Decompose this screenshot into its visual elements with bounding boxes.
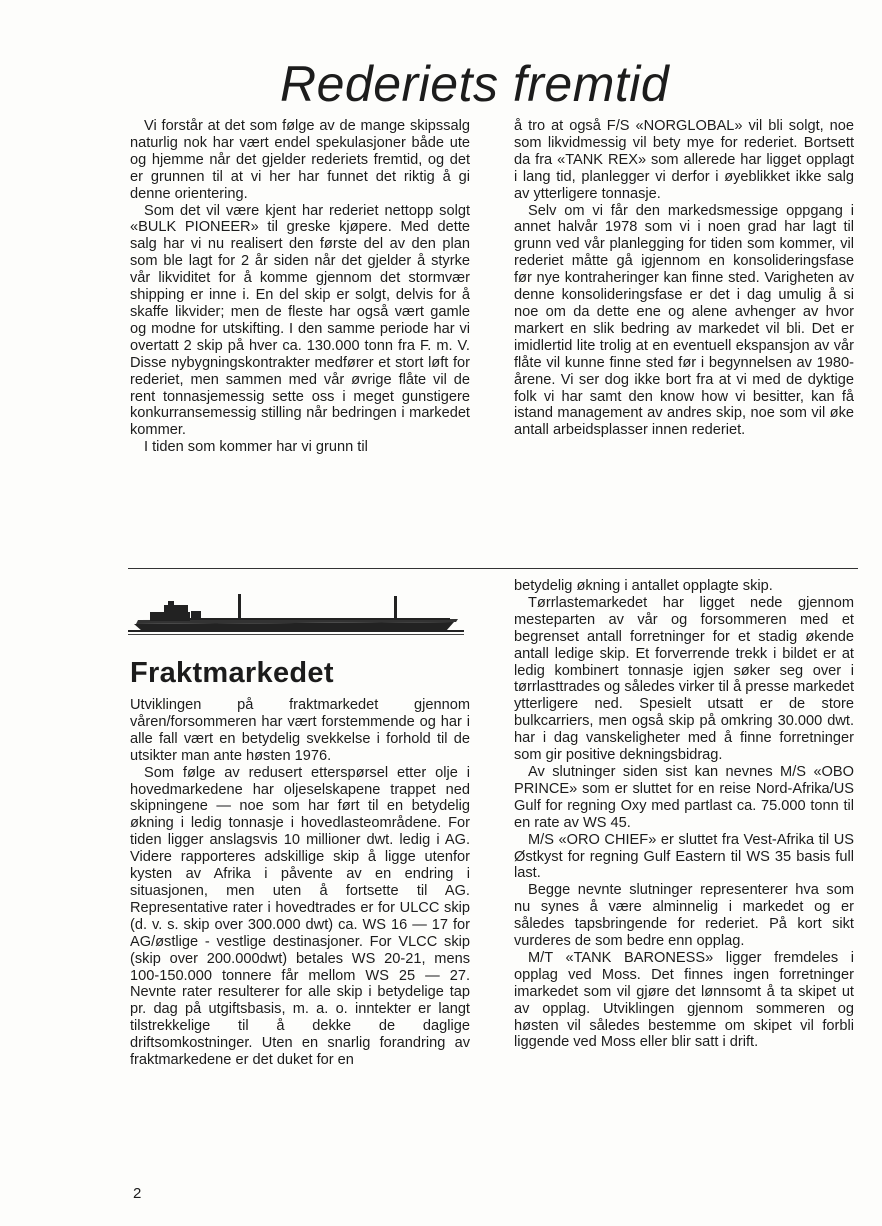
article-paragraph: I tiden som kommer har vi grunn til bbox=[144, 439, 368, 456]
section-paragraph: Av slutninger siden sist kan nevnes M/S «OBO PRINCE» som er sluttet for en reise Nord-Afrika/US Gulf for regning Oxy med partlast ca. 75.000 tonn til en rate av WS 45. bbox=[514, 763, 854, 831]
section-paragraph: Tørrlastemarkedet har ligget nede gjennom mesteparten av vår og forsommeren med et begrenset antall forretninger for et stadig økende antall ledige skip. Et forverrende trekk i bildet er at ledig kombinert tonnasje igjen søker seg over i tørrlasttrades og således virker til å presse markedet ytterligere ned. Spesielt utsatt er de store bulkcarriers, men også skip på omkring 30.000 dwt. har i dag vanskeligheter med å finne forretninger som gir positive dekningsbidrag. bbox=[514, 594, 854, 764]
article-paragraph: å tro at også F/S «NORGLOBAL» vil bli solgt, noe som likvidmessig vil bety mye for rederiet. Bortsett da fra «TANK REX» som allerede har ligget opplagt i lang tid, planlegger vi derfor i øyeblikket ikke salg av ytterligere tonnasje. bbox=[514, 118, 854, 202]
article-column-left bbox=[130, 118, 470, 456]
section-divider bbox=[128, 568, 858, 569]
section-paragraph: Som følge av redusert etterspørsel etter olje i hovedmarkedene har oljeselskapene trappet ned skipningene — noe som har ført til en betydelig økning i ledig tonnasje i hovedlasteområdene. For tiden ligger anslagsvis 10 millioner dwt. ledig i AG. Videre rapporteres adskillige skip å ligge utenfor kysten av Afrika i påvente av en endring i situasjonen, men uten å fortsette til AG. Representative rater i hovedtrades er for ULCC skip (d. v. s. skip over 300.000 dwt) ca. WS 16 — 17 for AG/østlige - vestlige destinasjoner. For VLCC skip (skip over 200.000dwt) betales WS 20-21, mens 100-150.000 tonnere får mellom WS 25 — 27. Nevnte rater resulterer for alle skip i betydelige tap pr. dag på utgiftsbasis, m. a. o. inntekter er langt tilstrekkelige til å dekke de daglige driftsomkostninger. Uten en snarlig forandring av fraktmarkedene er det duket for en bbox=[130, 764, 470, 1069]
section-paragraph: betydelig økning i antallet opplagte skip. bbox=[514, 578, 773, 594]
page-number: 2 bbox=[133, 1185, 142, 1202]
article-paragraph: Vi forstår at det som følge av de mange skipssalg naturlig nok har vært endel spekulasjoner både ute og hjemme når det gjelder rederiets fremtid, og det er grunnen til at vi her har funnet det riktig å gi denne orientering. bbox=[130, 118, 470, 202]
section-paragraph: Begge nevnte slutninger representerer hva som nu synes å være alminnelig i markedet og er således tapsbringende for rederiet. På kort sikt vurderes de som bedre enn opplag. bbox=[514, 882, 854, 950]
section-paragraph: M/S «ORO CHIEF» er sluttet fra Vest-Afrika til US Østkyst for regning Gulf Eastern til WS 35 basis full last. bbox=[514, 831, 854, 882]
section-column-right bbox=[514, 578, 854, 1051]
section-paragraph: M/T «TANK BARONESS» ligger fremdeles i opplag ved Moss. Det finnes ingen forretninger imarkedet som vil gjøre det lønnsomt å ta skipet ut av opplag. Utviklingen gjennom sommeren og høsten vil således bestemme om skipet vil forbli liggende ved Moss eller blir satt i drift. bbox=[514, 949, 854, 1051]
article-paragraph: Som det vil være kjent har rederiet nettopp solgt «BULK PIONEER» til greske kjøpere. Med dette salg har vi nu realisert den første del av den plan som ble lagt for 2 år siden når det gjelder å styrke vår likviditet for å komme gjennom det stormvær shipping er inne i. En del skip er solgt, delvis for å skaffe likvider; men de fleste har også vært gamle og modne for utskifting. I den samme periode har vi overtatt 2 skip på hver ca. 130.000 tonn fra F. m. V. Disse nybygningskontrakter medfører et stort løft for rederiet, men sammen med vår øvrige flåte vil de rent tonnasjemessig sette oss i meget gunstigere konkurransemessig stilling når bedringen i markedet kommer. bbox=[130, 202, 470, 439]
article-title: Rederiets fremtid bbox=[280, 56, 670, 112]
article-paragraph: Selv om vi får den markedsmessige oppgang i annet halvår 1978 som vi i noen grad har lagt til grunn ved vår planlegging for tiden som kommer, vil rederiet måtte gå igjennom en konsolideringsfase før nye kontraheringer kan finne sted. Varigheten av denne konsolideringsfase er det i dag umulig å si noe om da dette ene og alene avhenger av hvor markert en slik bedring av markedet vil bli. Det er imidlertid lite trolig at en eventuell ekspansjon av vår flåte vil kunne finne sted før i begynnelsen av 1980-årene. Vi ser dog ikke bort fra at vi med de dyktige folk vi har samt den know how vi besitter, kan få istand management av andres skip, noe som vil øke antall arbeidsplasser innen rederiet. bbox=[514, 202, 854, 439]
tanker-ship-icon bbox=[128, 590, 464, 646]
section-column-left bbox=[130, 697, 470, 1069]
section-heading: Fraktmarkedet bbox=[130, 657, 334, 689]
article-column-right bbox=[514, 118, 854, 439]
section-paragraph: Utviklingen på fraktmarkedet gjennom våren/forsommeren har vært forstemmende og har i alle fall vært en betydelig svekkelse i forhold til de utsikter man ante høsten 1976. bbox=[130, 697, 470, 764]
